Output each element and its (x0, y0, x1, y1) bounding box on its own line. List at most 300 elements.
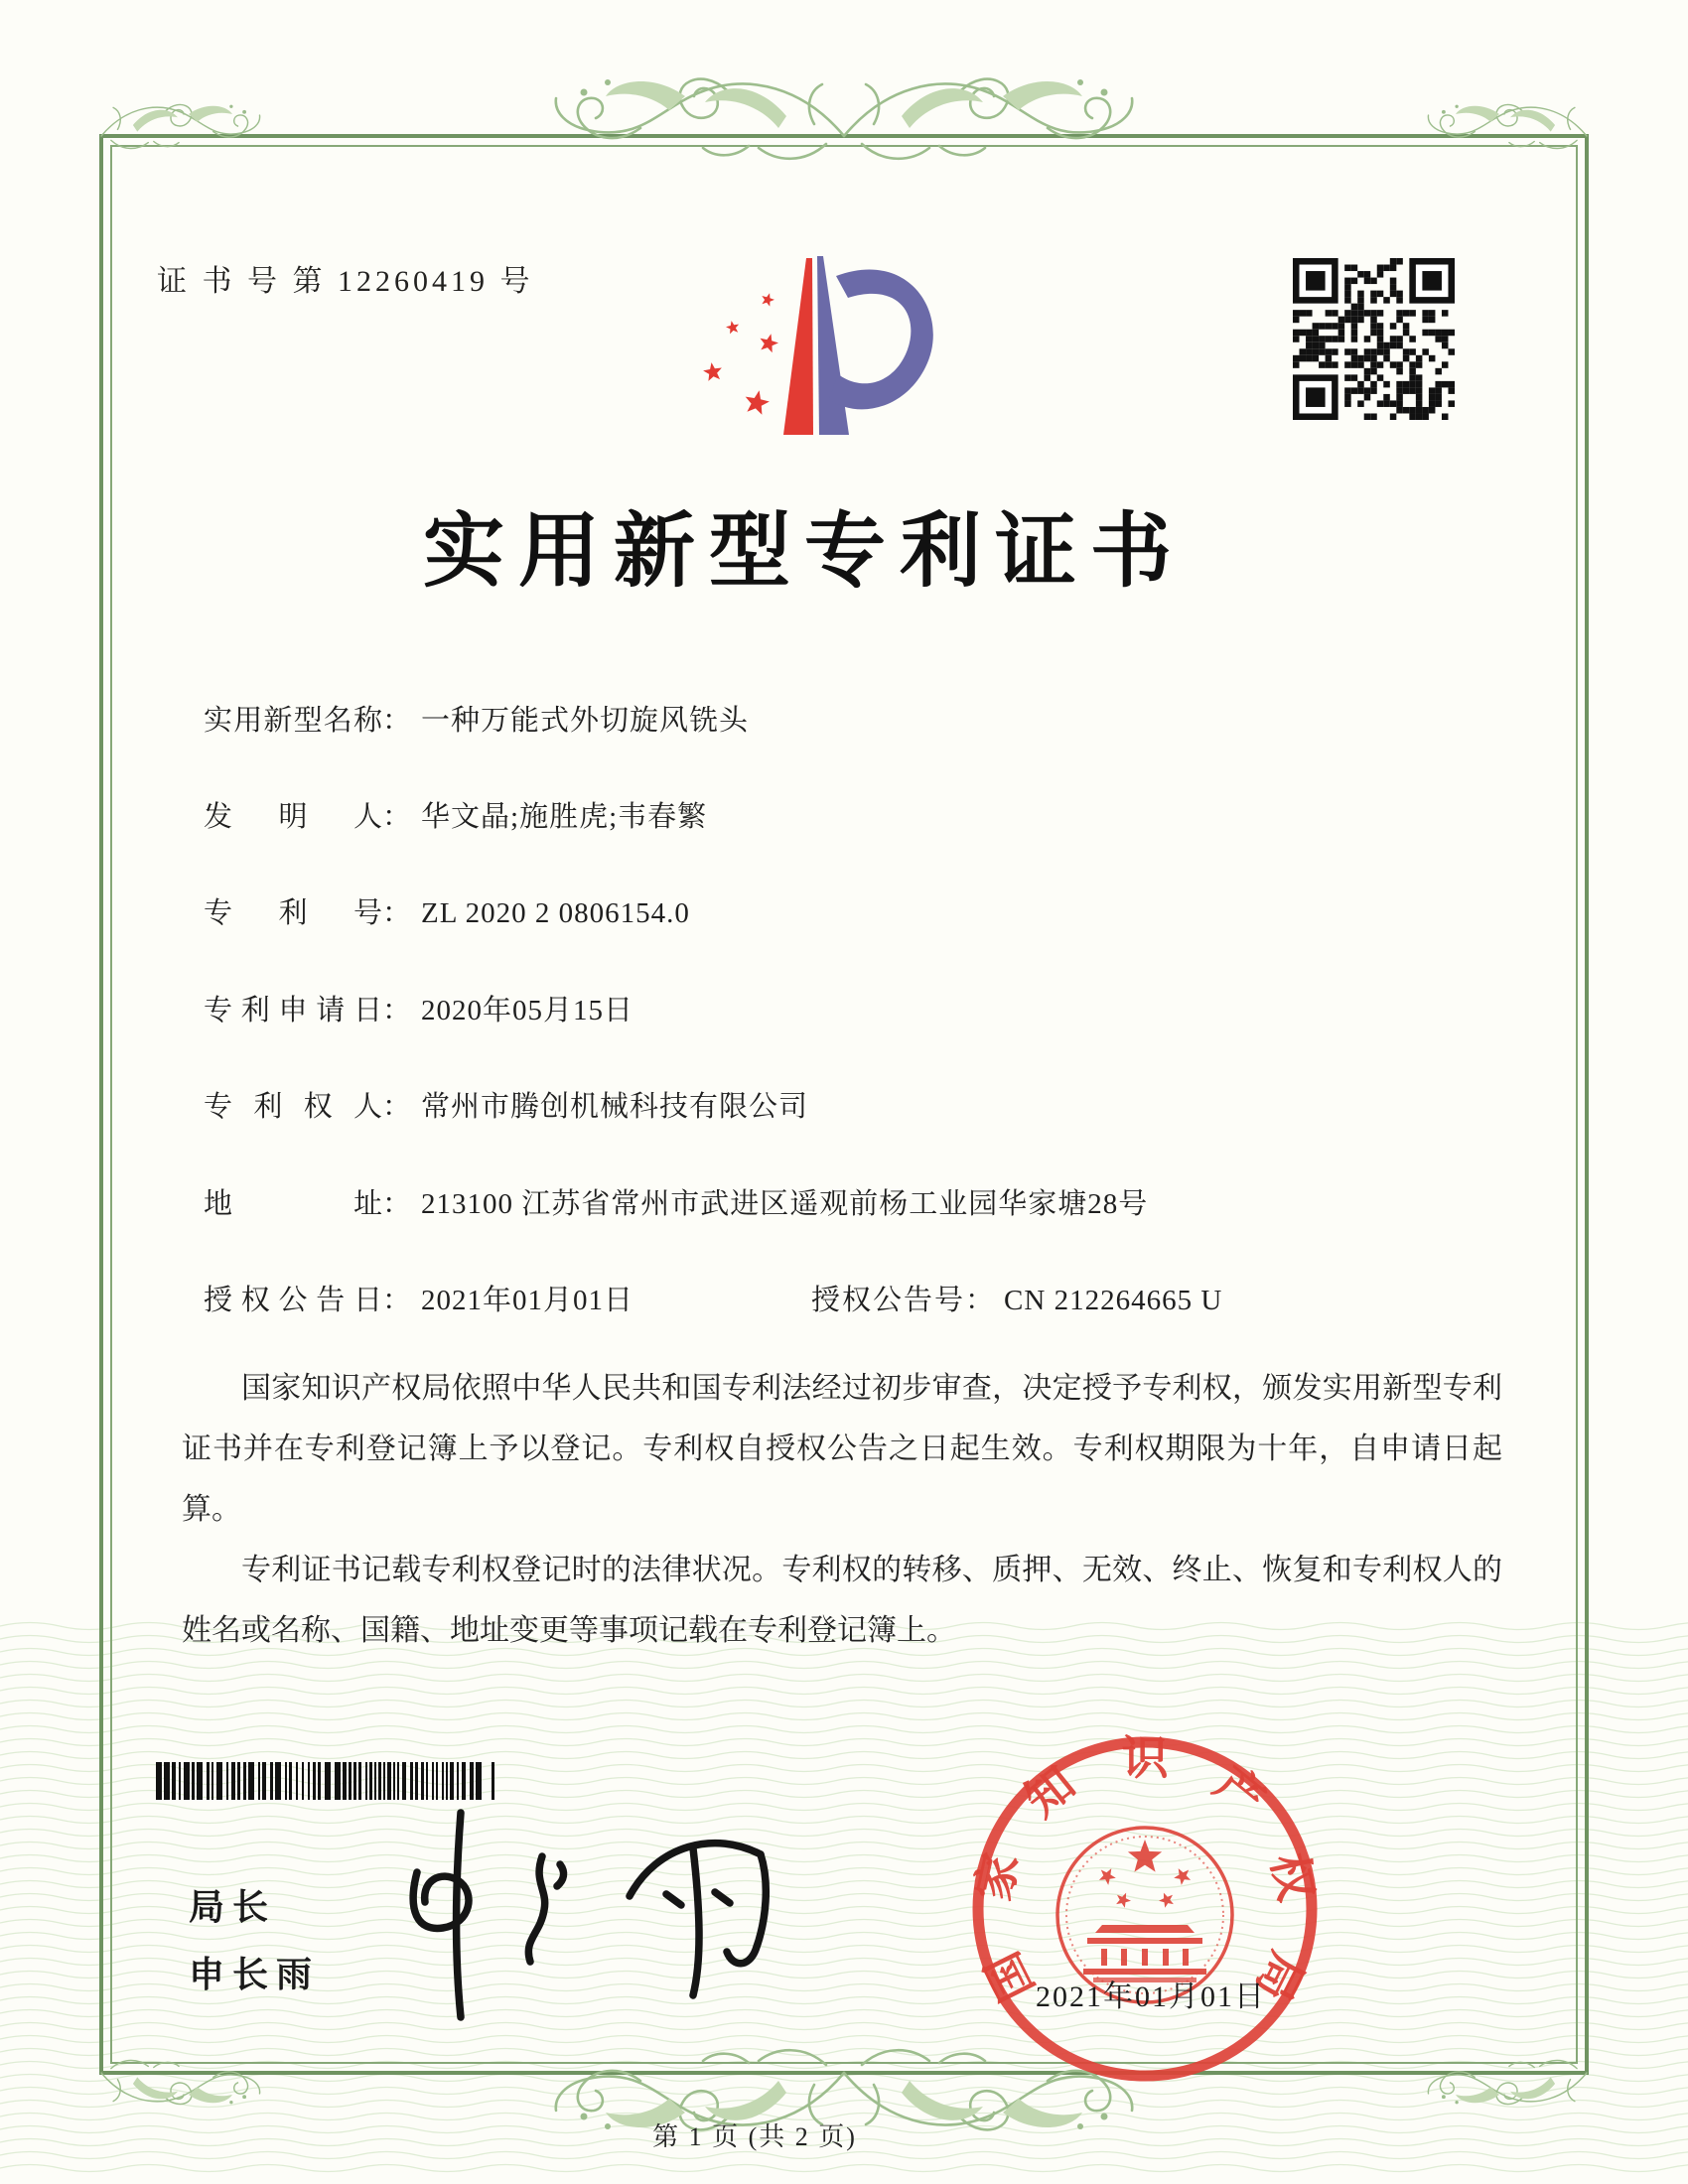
field-value: 常州市腾创机械科技有限公司 (421, 1091, 809, 1123)
barcode-bar (476, 1762, 482, 1800)
qr-module (1429, 394, 1436, 401)
qr-module (1357, 400, 1364, 407)
qr-module (1383, 265, 1390, 272)
cnipa-seal-icon (956, 1720, 1334, 2098)
qr-module (1383, 355, 1390, 362)
qr-module (1409, 336, 1416, 342)
field-colon: ： (382, 1091, 412, 1123)
commissioner-title: 局长 (189, 1886, 277, 1927)
qr-module (1409, 310, 1416, 317)
qr-module (1390, 400, 1397, 407)
qr-module (1422, 271, 1442, 291)
qr-module (1377, 361, 1384, 368)
qr-module (1351, 304, 1358, 311)
qr-module (1409, 381, 1416, 388)
qr-module (1370, 361, 1377, 368)
qr-module (1383, 297, 1390, 304)
qr-module (1383, 394, 1390, 401)
qr-module (1442, 381, 1449, 388)
barcode-bar (343, 1762, 347, 1800)
qr-module (1390, 291, 1397, 298)
qr-module (1313, 342, 1320, 349)
qr-module (1416, 387, 1423, 394)
qr-module (1409, 348, 1416, 355)
qr-module (1313, 355, 1320, 362)
qr-module (1396, 381, 1403, 388)
barcode-bar (325, 1762, 331, 1800)
qr-module (1344, 310, 1351, 317)
qr-module (1390, 278, 1397, 285)
field-row-inventor (204, 794, 1514, 836)
qr-module (1344, 317, 1351, 324)
qr-module (1422, 407, 1429, 414)
qr-module (1313, 336, 1320, 342)
barcode-bar (197, 1762, 203, 1800)
qr-module (1409, 387, 1416, 394)
qr-module (1357, 381, 1364, 388)
qr-module (1351, 323, 1358, 330)
field-value: 2020年05月15日 (421, 995, 634, 1026)
barcode-bar (492, 1762, 494, 1800)
qr-module (1332, 361, 1338, 368)
star-icon (1128, 1840, 1162, 1872)
page-title: 实用新型专利证书 (422, 506, 1186, 597)
qr-module (1370, 387, 1377, 394)
qr-module (1422, 330, 1429, 337)
barcode-bar (462, 1762, 466, 1800)
qr-module (1364, 387, 1371, 394)
barcode-bar (387, 1762, 391, 1800)
qr-module (1396, 297, 1403, 304)
qr-module (1351, 348, 1358, 355)
field-row-patentee (204, 1084, 1514, 1126)
qr-module (1396, 310, 1403, 317)
qr-module (1370, 381, 1377, 388)
qr-module (1344, 400, 1351, 407)
qr-module (1357, 291, 1364, 298)
qr-module (1396, 258, 1403, 265)
qr-module (1416, 407, 1423, 414)
qr-module (1435, 387, 1442, 394)
qr-module (1300, 330, 1307, 337)
qr-module (1351, 265, 1358, 272)
commissioner-name: 申长雨 (189, 1954, 321, 1994)
barcode-bar (415, 1762, 418, 1800)
barcode-bar (446, 1762, 448, 1800)
barcode-bar (258, 1762, 260, 1800)
barcode-bar (164, 1762, 170, 1800)
barcode-bar (243, 1762, 246, 1800)
qr-module (1422, 310, 1429, 317)
field-value: 2021年01月01日 (421, 1285, 634, 1316)
field-colon: ： (382, 1285, 412, 1316)
qr-module (1396, 336, 1403, 342)
qr-module (1416, 394, 1423, 401)
field-row-utility-model-name (204, 698, 1514, 740)
qr-module (1300, 348, 1307, 355)
qr-module (1338, 336, 1345, 342)
barcode-bar (207, 1762, 210, 1800)
qr-module (1396, 387, 1403, 394)
qr-module (1403, 355, 1410, 362)
seal-ring-text: 国家知识产权局 (968, 1733, 1322, 2009)
qr-module (1429, 355, 1436, 362)
barcode-bar (289, 1762, 292, 1800)
barcode-bar (275, 1762, 281, 1800)
qr-module (1344, 394, 1351, 401)
qr-module (1344, 361, 1351, 368)
qr-module (1448, 348, 1455, 355)
qr-module (1357, 317, 1364, 324)
qr-module (1403, 310, 1410, 317)
star-icon (1174, 1868, 1191, 1885)
qr-module (1403, 330, 1410, 337)
barcode-bar (410, 1762, 413, 1800)
qr-module (1351, 361, 1358, 368)
qr-module (1344, 278, 1351, 285)
qr-module (1390, 336, 1397, 342)
handwritten-signature-icon (365, 1799, 802, 2037)
qr-module (1332, 323, 1338, 330)
qr-module (1390, 413, 1397, 420)
qr-module (1344, 291, 1351, 298)
barcode-bar (184, 1762, 190, 1800)
barcode-bar (353, 1762, 356, 1800)
page-footer: 第 1 页 (共 2 页) (652, 2122, 857, 2151)
barcode-bar (358, 1762, 361, 1800)
qr-module (1403, 381, 1410, 388)
qr-module (1293, 336, 1300, 342)
barcode-bar (457, 1762, 459, 1800)
qr-module (1313, 323, 1320, 330)
qr-module (1429, 407, 1436, 414)
qr-module (1326, 361, 1333, 368)
field-colon: ： (382, 995, 412, 1026)
qr-module (1351, 278, 1358, 285)
field-row-address (204, 1181, 1514, 1223)
barcode-bar (365, 1762, 367, 1800)
star-icon (746, 390, 770, 415)
qr-module (1364, 355, 1371, 362)
field-label: 发明人 (204, 801, 382, 833)
qr-module (1344, 265, 1351, 272)
qr-module (1370, 297, 1377, 304)
qr-module (1326, 323, 1333, 330)
qr-module (1326, 348, 1333, 355)
qr-module (1338, 323, 1345, 330)
qr-module (1351, 374, 1358, 381)
legal-paragraph: 国家知识产权局依照中华人民共和国专利法经过初步审查，决定授予专利权，颁发实用新型专利证书并在专利登记簿上予以登记。专利权自授权公告之日起生效。专利权期限为十年，自申请日起算。 (182, 1372, 1502, 1526)
qr-module (1364, 271, 1371, 278)
barcode-bar (397, 1762, 399, 1800)
qr-module (1338, 317, 1345, 324)
barcode-bar (369, 1762, 372, 1800)
qr-module (1422, 348, 1429, 355)
qr-module (1416, 413, 1423, 420)
qr-module (1409, 407, 1416, 414)
star-icon (726, 321, 739, 334)
qr-module (1448, 381, 1455, 388)
qr-module (1442, 413, 1449, 420)
qr-code-icon (1293, 258, 1455, 420)
qr-module (1319, 342, 1326, 349)
qr-module (1442, 330, 1449, 337)
barcode-bar (436, 1762, 438, 1800)
qr-module (1351, 310, 1358, 317)
seal-ring-text-container (968, 1733, 1322, 2008)
qr-module (1416, 355, 1423, 362)
qr-module (1300, 355, 1307, 362)
qr-module (1370, 278, 1377, 285)
barcode-bar (426, 1762, 428, 1800)
field-value: ZL 2020 2 0806154.0 (421, 897, 690, 929)
field-label: 专利号 (204, 897, 382, 929)
barcode-bar (374, 1762, 376, 1800)
field-colon: ： (382, 897, 412, 929)
star-icon (1099, 1868, 1116, 1885)
qr-module (1326, 310, 1333, 317)
barcode-bar (270, 1762, 273, 1800)
qr-module (1429, 400, 1436, 407)
qr-module (1377, 330, 1384, 337)
qr-module (1306, 330, 1313, 337)
qr-module (1370, 413, 1377, 420)
barcode-bar (262, 1762, 266, 1800)
field-label: 授权公告日 (204, 1285, 382, 1316)
qr-module (1370, 317, 1377, 324)
barcode-bar (318, 1762, 321, 1800)
barcode-bar (285, 1762, 287, 1800)
qr-module (1396, 368, 1403, 375)
qr-module (1409, 413, 1416, 420)
barcode-bar (156, 1762, 162, 1800)
qr-module (1435, 368, 1442, 375)
qr-module (1448, 330, 1455, 337)
qr-module (1357, 361, 1364, 368)
qr-module (1396, 394, 1403, 401)
barcode-bar (383, 1762, 385, 1800)
qr-module (1429, 310, 1436, 317)
barcode-icon (156, 1762, 495, 1800)
qr-module (1416, 381, 1423, 388)
qr-module (1364, 413, 1371, 420)
qr-module (1377, 310, 1384, 317)
qr-module (1338, 330, 1345, 337)
qr-module (1293, 361, 1300, 368)
qr-module (1306, 336, 1313, 342)
field-label: 专利申请日 (204, 995, 382, 1026)
qr-module (1370, 323, 1377, 330)
star-icon (761, 334, 779, 352)
qr-module (1293, 355, 1300, 362)
qr-module (1390, 284, 1397, 291)
qr-module (1332, 310, 1338, 317)
qr-module (1364, 394, 1371, 401)
qr-module (1344, 387, 1351, 394)
qr-module (1403, 407, 1410, 414)
qr-module (1357, 355, 1364, 362)
barcode-bar (179, 1762, 181, 1800)
barcode-bar (393, 1762, 395, 1800)
qr-module (1396, 291, 1403, 298)
qr-module (1377, 336, 1384, 342)
qr-module (1383, 400, 1390, 407)
field-grant-number (811, 1278, 1222, 1318)
qr-module (1435, 330, 1442, 337)
qr-module (1370, 348, 1377, 355)
qr-module (1351, 330, 1358, 337)
qr-module (1422, 413, 1429, 420)
qr-module (1364, 368, 1371, 375)
qr-module (1396, 400, 1403, 407)
qr-module (1396, 407, 1403, 414)
barcode-bar (296, 1762, 298, 1800)
qr-module (1390, 258, 1397, 265)
qr-module (1416, 374, 1423, 381)
cnipa-logo-icon (687, 246, 945, 445)
qr-module (1383, 342, 1390, 349)
qr-module (1319, 348, 1326, 355)
qr-module (1377, 271, 1384, 278)
qr-module (1409, 368, 1416, 375)
barcode-bar (335, 1762, 341, 1800)
qr-module (1396, 361, 1403, 368)
qr-module (1435, 381, 1442, 388)
qr-module (1448, 400, 1455, 407)
qr-module (1357, 304, 1364, 311)
qr-module (1351, 336, 1358, 342)
qr-module (1383, 348, 1390, 355)
qr-module (1293, 310, 1300, 317)
qr-module (1435, 336, 1442, 342)
barcode-bar (432, 1762, 434, 1800)
barcode-bar (421, 1762, 424, 1800)
qr-module (1448, 387, 1455, 394)
qr-module (1396, 317, 1403, 324)
barcode-bar (308, 1762, 310, 1800)
qr-module (1435, 394, 1442, 401)
qr-module (1319, 336, 1326, 342)
barcode-bar (470, 1762, 474, 1800)
qr-module (1390, 323, 1397, 330)
qr-module (1293, 330, 1300, 337)
certificate-number: 证 书 号 第 12260419 号 (157, 265, 534, 298)
qr-module (1370, 291, 1377, 298)
qr-module (1390, 265, 1397, 272)
qr-module (1357, 310, 1364, 317)
qr-module (1390, 342, 1397, 349)
qr-module (1351, 387, 1358, 394)
star-icon (762, 293, 774, 306)
barcode-bar (302, 1762, 304, 1800)
qr-module (1344, 284, 1351, 291)
qr-module (1364, 374, 1371, 381)
qr-module (1377, 342, 1384, 349)
qr-module (1306, 387, 1326, 407)
qr-module (1396, 342, 1403, 349)
qr-module (1319, 361, 1326, 368)
qr-module (1370, 355, 1377, 362)
qr-module (1377, 265, 1384, 272)
field-colon: ： (382, 705, 412, 737)
qr-module (1377, 323, 1384, 330)
field-label: 授权公告号 (811, 1285, 966, 1316)
qr-module (1344, 297, 1351, 304)
qr-module (1377, 291, 1384, 298)
qr-module (1429, 387, 1436, 394)
qr-module (1370, 310, 1377, 317)
field-label: 地址 (204, 1188, 382, 1220)
qr-module (1403, 323, 1410, 330)
qr-module (1306, 310, 1313, 317)
field-label: 实用新型名称 (204, 705, 382, 737)
qr-module (1364, 336, 1371, 342)
qr-module (1442, 342, 1449, 349)
seal-date: 2021年01月01日 (1036, 1980, 1266, 2013)
qr-module (1442, 361, 1449, 368)
barcode-bar (313, 1762, 316, 1800)
qr-module (1344, 374, 1351, 381)
field-value: 一种万能式外切旋风铣头 (421, 705, 750, 737)
qr-module (1403, 348, 1410, 355)
field-value: 213100 江苏省常州市武进区遥观前杨工业园华家塘28号 (421, 1188, 1149, 1220)
qr-module (1300, 310, 1307, 317)
qr-module (1364, 348, 1371, 355)
qr-module (1357, 387, 1364, 394)
qr-module (1442, 310, 1449, 317)
qr-module (1344, 348, 1351, 355)
qr-module (1370, 368, 1377, 375)
qr-module (1429, 330, 1436, 337)
qr-module (1403, 387, 1410, 394)
qr-module (1306, 355, 1313, 362)
barcode-bar (237, 1762, 240, 1800)
field-row-patent-number (204, 890, 1514, 932)
field-row-grant-date (204, 1278, 1514, 1319)
qr-module (1364, 278, 1371, 285)
qr-module (1357, 271, 1364, 278)
barcode-bar (226, 1762, 228, 1800)
qr-module (1313, 330, 1320, 337)
qr-module (1364, 310, 1371, 317)
qr-module (1377, 348, 1384, 355)
barcode-bar (216, 1762, 222, 1800)
barcode-bar (231, 1762, 235, 1800)
star-icon (1159, 1893, 1174, 1908)
qr-module (1306, 348, 1313, 355)
legal-text-block (182, 1358, 1502, 1661)
barcode-bar (442, 1762, 444, 1800)
field-colon: ： (965, 1285, 995, 1316)
field-value: 华文晶;施胜虎;韦春繁 (421, 801, 708, 833)
barcode-bar (349, 1762, 352, 1800)
star-icon (1116, 1893, 1131, 1908)
qr-module (1416, 400, 1423, 407)
barcode-bar (450, 1762, 454, 1800)
qr-module (1370, 330, 1377, 337)
qr-module (1377, 374, 1384, 381)
barcode-bar (172, 1762, 176, 1800)
qr-module (1306, 271, 1326, 291)
qr-module (1351, 355, 1358, 362)
qr-module (1383, 381, 1390, 388)
star-icon (703, 362, 722, 381)
qr-module (1332, 348, 1338, 355)
qr-module (1435, 400, 1442, 407)
qr-module (1293, 317, 1300, 324)
barcode-bar (378, 1762, 381, 1800)
qr-module (1442, 336, 1449, 342)
